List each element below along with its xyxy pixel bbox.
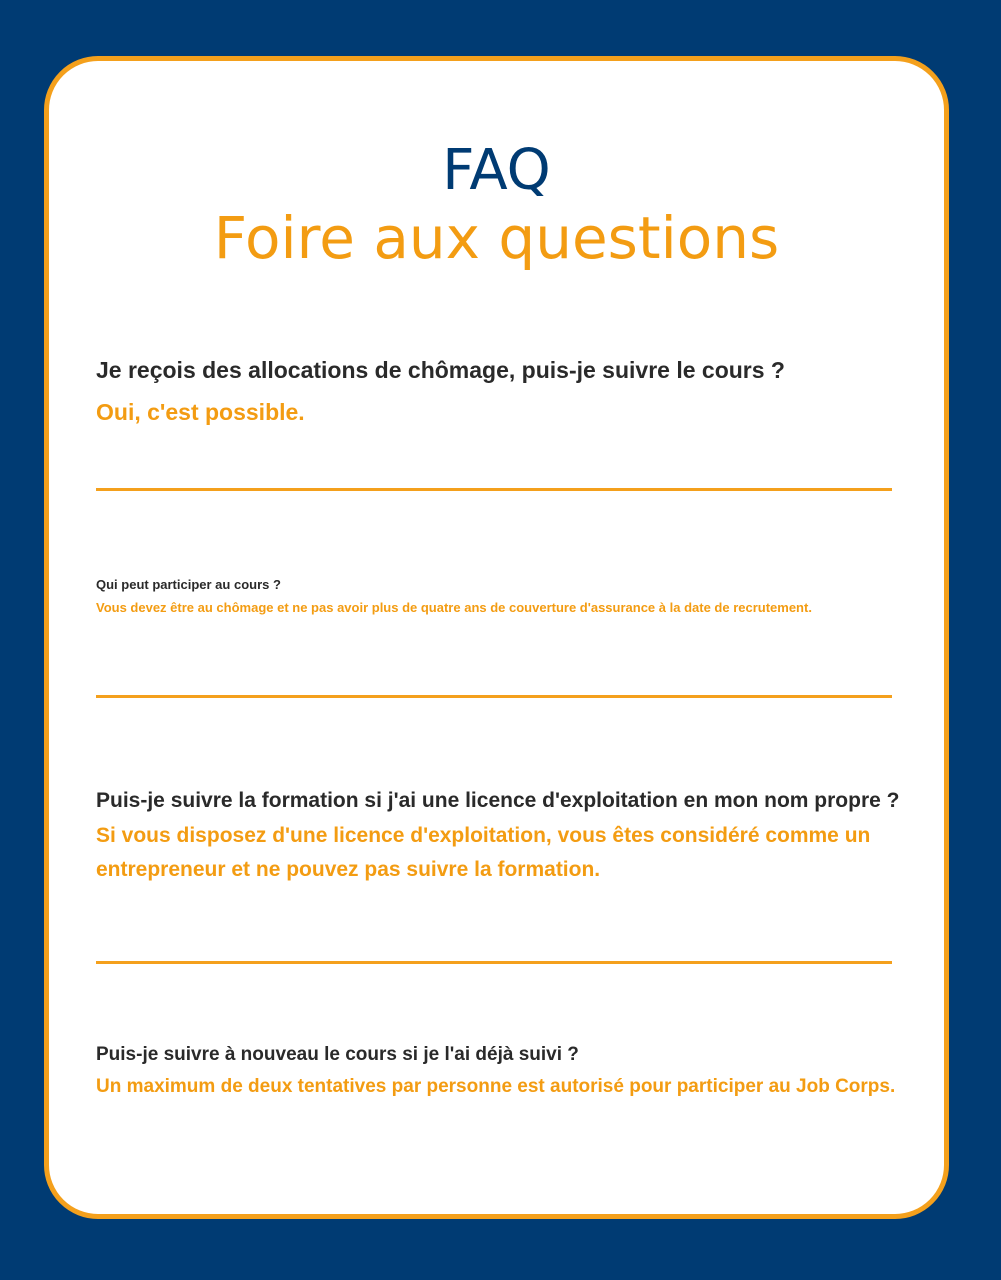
page-subtitle: Foire aux questions: [213, 204, 780, 272]
faq-answer-3: Si vous disposez d'une licence d'exploitation, vous êtes considéré comme un entrepreneur et ne pouvez pas suivre la formation.: [96, 824, 871, 881]
faq-question-1: Je reçois des allocations de chômage, puis-je suivre le cours ?: [96, 357, 785, 383]
faq-question-3: Puis-je suivre la formation si j'ai une licence d'exploitation en mon nom propre ?: [96, 789, 900, 812]
faq-question-2: Qui peut participer au cours ?: [96, 577, 281, 592]
faq-answer-2: Vous devez être au chômage et ne pas avoir plus de quatre ans de couverture d'assurance à la date de recrutement.: [96, 600, 812, 615]
divider-1: [96, 488, 892, 491]
faq-answer-4: Un maximum de deux tentatives par personne est autorisé pour participer au Job Corps.: [96, 1076, 896, 1097]
page-title: FAQ: [442, 138, 551, 203]
divider-3: [96, 961, 892, 964]
faq-card: [44, 56, 949, 1219]
faq-answer-1: Oui, c'est possible.: [96, 399, 305, 425]
divider-2: [96, 695, 892, 698]
faq-question-4: Puis-je suivre à nouveau le cours si je l'ai déjà suivi ?: [96, 1044, 579, 1065]
